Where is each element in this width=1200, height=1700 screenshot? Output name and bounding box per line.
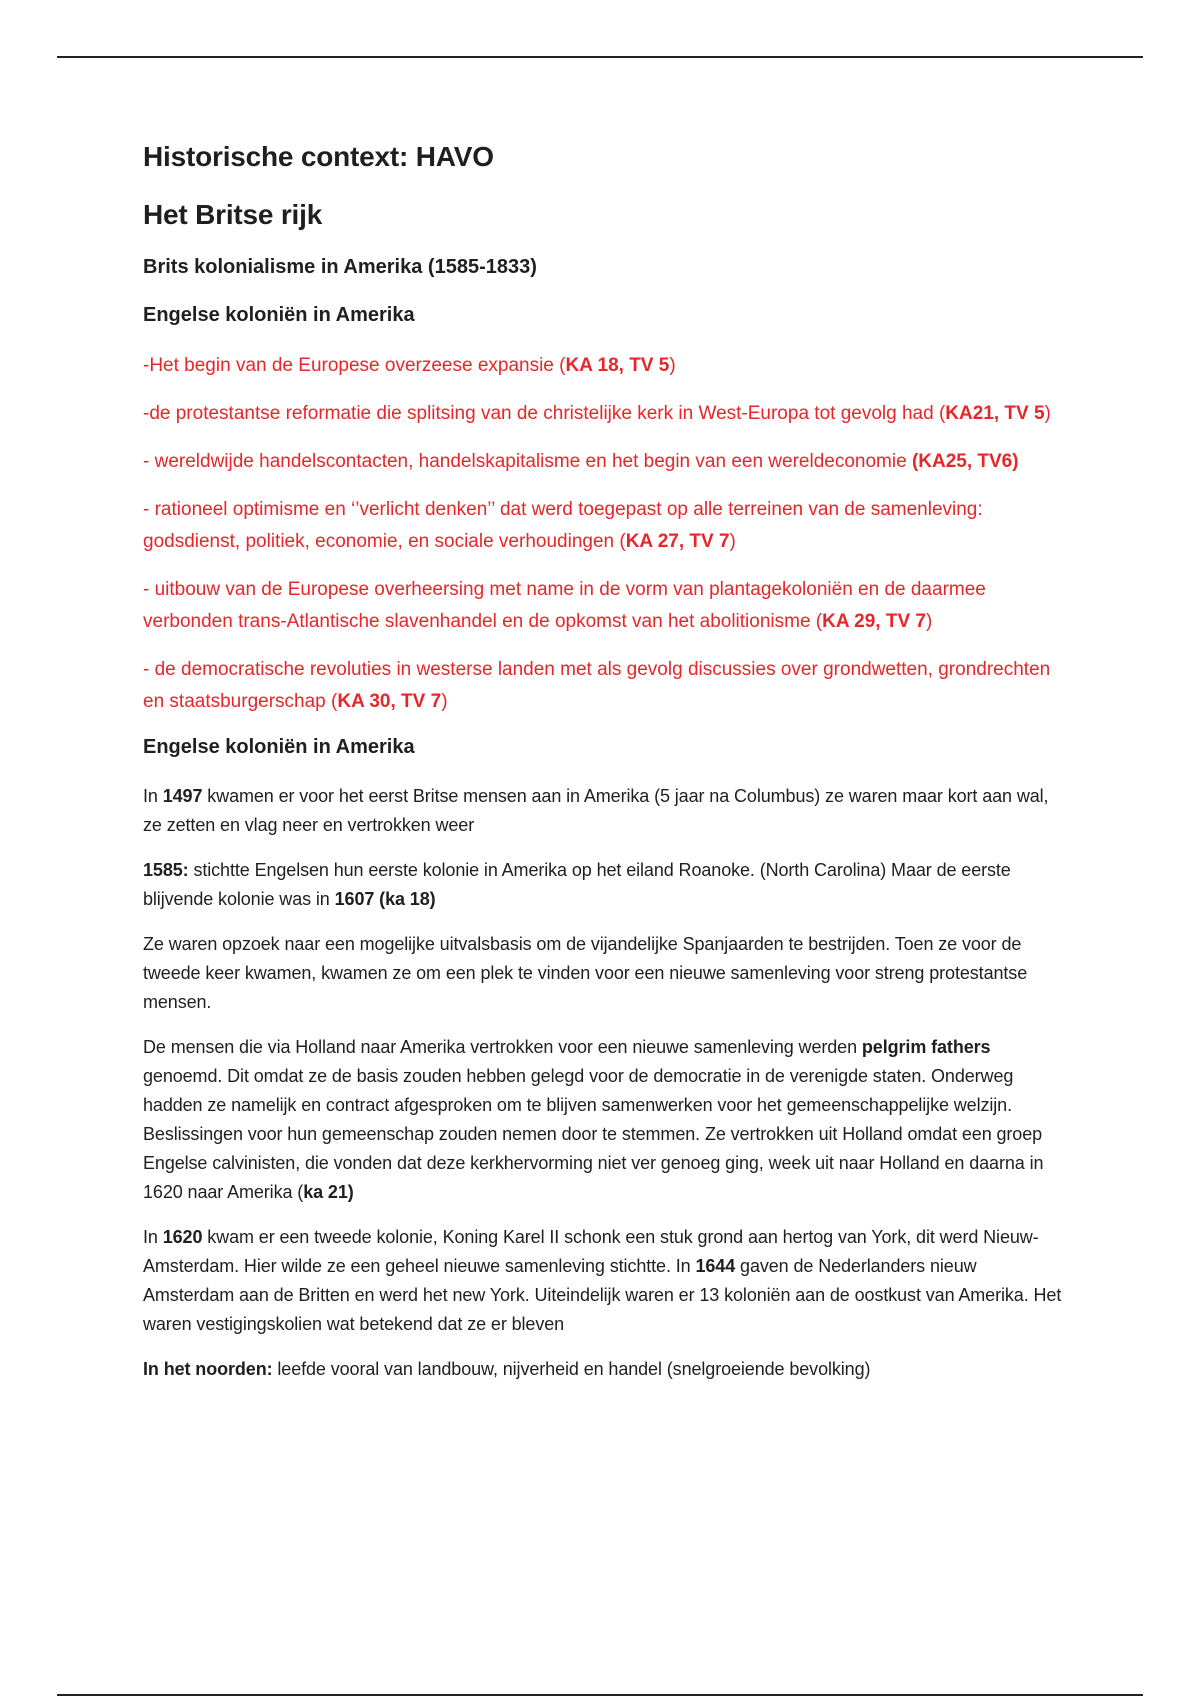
ka-list bbox=[143, 350, 1063, 718]
document-title: Historische context: HAVO bbox=[143, 141, 494, 172]
section-heading-colonialism: Brits kolonialisme in Amerika (1585-1833) bbox=[143, 256, 537, 278]
ka-item: - wereldwijde handelscontacten, handelskapitalisme en het begin van een wereldeconomie (KA25, TV6) bbox=[143, 451, 1019, 472]
paragraph-spanjaarden: Ze waren opzoek naar een mogelijke uitvalsbasis om de vijandelijke Spanjaarden te bestrijden. Toen ze voor de tweede keer kwamen, kwamen ze om een plek te vinden voor een nieuwe samenleving voor streng protestantse mensen. bbox=[143, 934, 1028, 1012]
ka-item: - rationeel optimisme en ‘’verlicht denken’’ dat werd toegepast op alle terreinen van de samenleving: godsdienst, politiek, economie, en sociale verhoudingen (KA 27, TV 7) bbox=[143, 499, 983, 552]
paragraph-noorden: In het noorden: leefde vooral van landbouw, nijverheid en handel (snelgroeiende bevolking) bbox=[143, 1359, 871, 1379]
ka-item: -Het begin van de Europese overzeese expansie (KA 18, TV 5) bbox=[143, 355, 676, 376]
paragraph-pelgrim-fathers: De mensen die via Holland naar Amerika vertrokken voor een nieuwe samenleving werden pelgrim fathers genoemd. Dit omdat ze de basis zouden hebben gelegd voor de democratie in de verenigde staten. Onderweg hadden ze namelijk en contract afgesproken om te blijven samenwerken voor het gemeenschappelijke welzijn. Beslissingen voor hun gemeenschap zouden nemen door te stemmen. Ze vertrokken uit Holland omdat een groep Engelse calvinisten, die vonden dat deze kerkhervorming niet ver genoeg ging, week uit naar Holland en daarna in 1620 naar Amerika (ka 21) bbox=[143, 1037, 1044, 1202]
header-rule bbox=[57, 56, 1143, 58]
paragraph-1497: In 1497 kwamen er voor het eerst Britse mensen aan in Amerika (5 jaar na Columbus) ze waren maar kort aan wal, ze zetten en vlag neer en vertrokken weer bbox=[143, 786, 1049, 835]
document-subtitle: Het Britse rijk bbox=[143, 199, 323, 230]
footer-rule bbox=[57, 1694, 1143, 1696]
ka-item: - uitbouw van de Europese overheersing met name in de vorm van plantagekoloniën en de daarmee verbonden trans-Atlantische slavenhandel en de opkomst van het abolitionisme (KA 29, TV 7) bbox=[143, 579, 986, 632]
section-heading-colonies: Engelse koloniën in Amerika bbox=[143, 304, 415, 326]
section-heading-colonies-2: Engelse koloniën in Amerika bbox=[143, 736, 415, 758]
document-body bbox=[143, 140, 1063, 1400]
paragraph-1585: 1585: stichtte Engelsen hun eerste kolonie in Amerika op het eiland Roanoke. (North Carolina) Maar de eerste blijvende kolonie was in 1607 (ka 18) bbox=[143, 860, 1011, 909]
ka-item: -de protestantse reformatie die splitsing van de christelijke kerk in West-Europa tot gevolg had (KA21, TV 5) bbox=[143, 403, 1051, 424]
paragraph-1620: In 1620 kwam er een tweede kolonie, Koning Karel II schonk een stuk grond aan hertog van York, dit werd Nieuw-Amsterdam. Hier wilde ze een geheel nieuwe samenleving stichtte. In 1644 gaven de Nederlanders nieuw Amsterdam aan de Britten en werd het new York. Uiteindelijk waren er 13 koloniën aan de oostkust van Amerika. Het waren vestigingskolien wat betekend dat ze er bleven bbox=[143, 1227, 1062, 1334]
ka-item: - de democratische revoluties in westerse landen met als gevolg discussies over grondwetten, grondrechten en staatsburgerschap (KA 30, TV 7) bbox=[143, 659, 1051, 712]
